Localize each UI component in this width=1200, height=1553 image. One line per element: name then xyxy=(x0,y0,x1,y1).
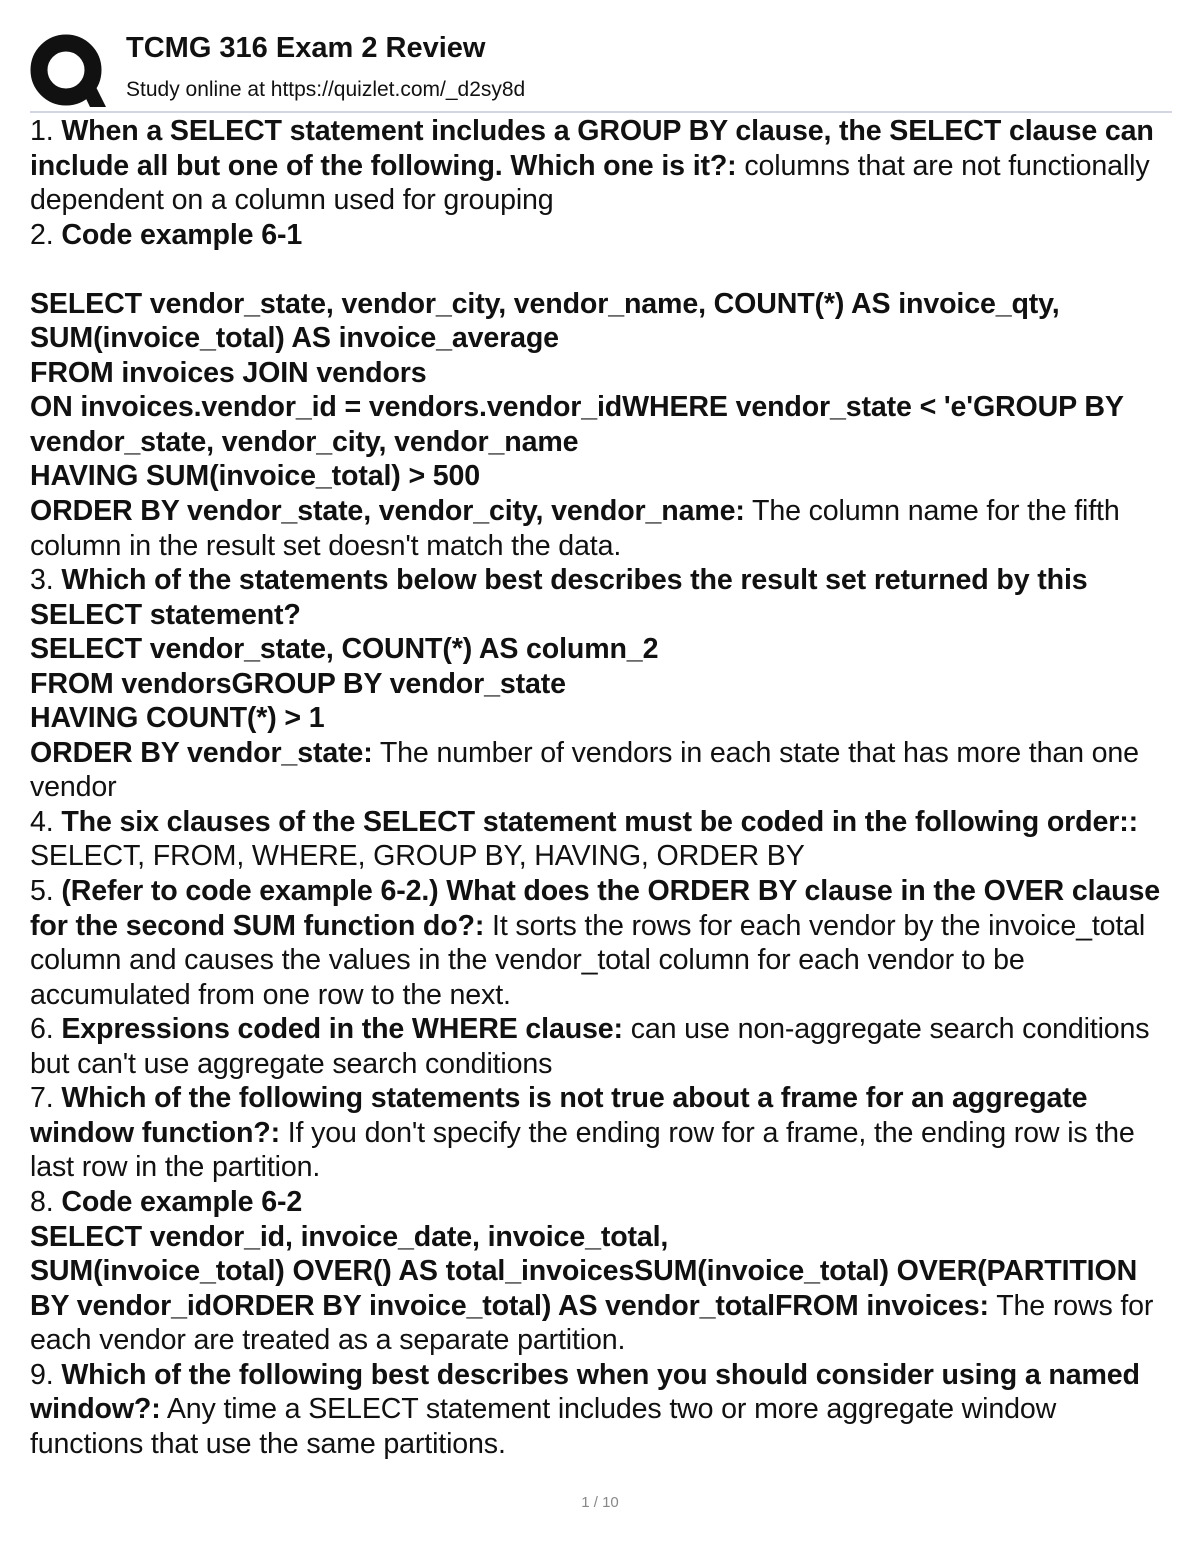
answer-text: The column name for the fifth column in the result set doesn't match the data. xyxy=(30,495,1120,562)
question-text: Code example 6-1 SELECT vendor_state, vendor_city, vendor_name, COUNT(*) AS invoice_qty, SUM(invoice_total) AS invoice_average FROM invoices JOIN vendors ON invoices.vendor_id = vendors.vendor_idWHERE vendor_state < 'e'GROUP BY vendor_state, vendor_city, vendor_name HAVING SUM(invoice_total) > 500 ORDER BY vendor_state, vendor_city, vendor_name: xyxy=(30,218,1124,528)
flashcard-item-6 xyxy=(30,1012,1172,1081)
quizlet-logo-icon xyxy=(30,34,106,110)
answer-text: The rows for each vendor are treated as a separate partition. xyxy=(30,1289,1154,1357)
study-link-text: Study online at https://quizlet.com/_d2sy8d xyxy=(126,78,526,101)
answer-text: SELECT, FROM, WHERE, GROUP BY, HAVING, ORDER BY xyxy=(30,840,805,873)
flashcard-item-8 xyxy=(30,1185,1172,1358)
item-number: 2. xyxy=(30,218,54,251)
question-text: Code example 6-2 SELECT vendor_id, invoice_date, invoice_total, SUM(invoice_total) OVER() AS total_invoicesSUM(invoice_total) OVER(PARTITION BY vendor_idORDER BY invoice_total) AS vendor_totalFROM invoices: xyxy=(30,1185,1138,1322)
header-divider xyxy=(30,111,1172,113)
item-number: 9. xyxy=(30,1358,54,1391)
answer-text: columns that are not functionally dependent on a column used for grouping xyxy=(30,149,1150,217)
answer-text: It sorts the rows for each vendor by the invoice_total column and causes the values in the vendor_total column for each vendor to be accumulated from one row to the next. xyxy=(30,909,1146,1011)
question-text: Expressions coded in the WHERE clause: xyxy=(61,1013,623,1046)
answer-text: can use non-aggregate search conditions but can't use aggregate search conditions xyxy=(30,1013,1150,1080)
flashcard-item-2 xyxy=(30,218,1172,563)
question-text: When a SELECT statement includes a GROUP BY clause, the SELECT clause can include all but one of the following. Which one is it?: xyxy=(30,115,1154,182)
flashcard-item-3 xyxy=(30,563,1172,805)
document-header xyxy=(30,28,1172,108)
answer-text: The number of vendors in each state that has more than one vendor xyxy=(30,736,1139,804)
flashcard-item-7 xyxy=(30,1081,1172,1185)
question-text: (Refer to code example 6-2.) What does the ORDER BY clause in the OVER clause for the second SUM function do?: xyxy=(30,875,1160,942)
item-number: 1. xyxy=(30,115,54,147)
answer-text: Any time a SELECT statement includes two or more aggregate window functions that use the same partitions. xyxy=(30,1393,1057,1460)
flashcard-item-5 xyxy=(30,874,1172,1012)
item-number: 5. xyxy=(30,875,54,908)
question-text: Which of the following statements is not true about a frame for an aggregate window function?: xyxy=(30,1082,1088,1149)
question-text: The six clauses of the SELECT statement must be coded in the following order:: xyxy=(61,805,1138,838)
flashcard-list xyxy=(30,114,1172,1461)
answer-text: If you don't specify the ending row for a frame, the ending row is the last row in the partition. xyxy=(30,1116,1135,1184)
flashcard-item-4 xyxy=(30,805,1172,874)
page-number: 1 / 10 xyxy=(581,1494,619,1511)
page-title: TCMG 316 Exam 2 Review xyxy=(126,32,486,64)
flashcard-item-9 xyxy=(30,1358,1172,1462)
item-number: 7. xyxy=(30,1082,54,1115)
item-number: 8. xyxy=(30,1185,54,1218)
flashcard-item-1 xyxy=(30,114,1172,218)
item-number: 3. xyxy=(30,564,54,597)
item-number: 4. xyxy=(30,805,54,838)
question-text: Which of the following best describes when you should consider using a named window?: xyxy=(30,1358,1140,1426)
question-text: Which of the statements below best describes the result set returned by this SELECT statement? SELECT vendor_state, COUNT(*) AS column_2 FROM vendorsGROUP BY vendor_state HAVING COUNT(*) > 1 ORDER BY vendor_state: xyxy=(30,564,1088,769)
item-number: 6. xyxy=(30,1013,54,1046)
